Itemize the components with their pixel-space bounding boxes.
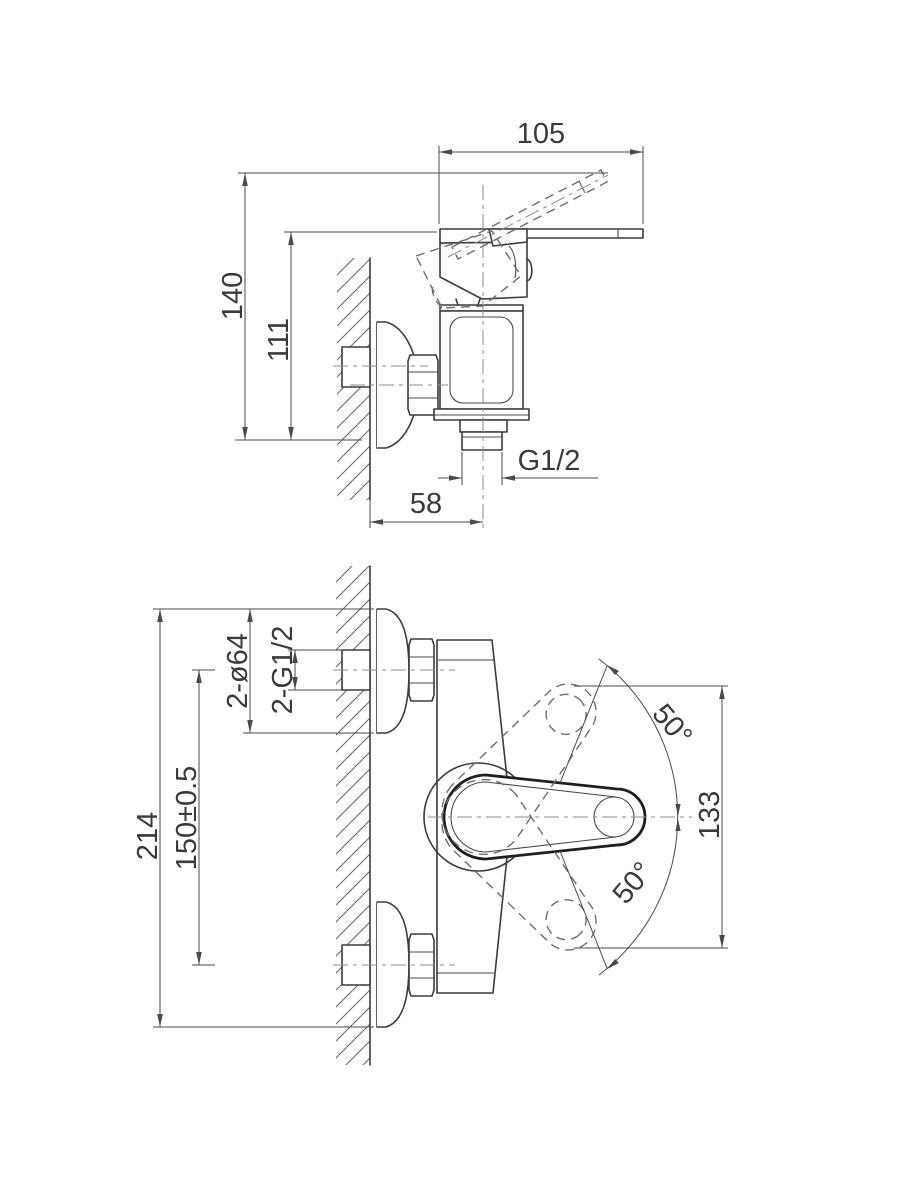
handle-base-cap (489, 229, 527, 246)
side-view (217, 118, 643, 532)
dim-label-105: 105 (516, 118, 566, 150)
dimension-58 (370, 488, 483, 522)
wall-hatch-plan (336, 566, 370, 1065)
arc-arrow-top (607, 665, 619, 675)
plan-view (132, 566, 728, 1065)
outlet-thread (462, 432, 502, 450)
handle-closed (440, 229, 643, 299)
dimension-105 (439, 118, 643, 224)
angle-label-upper: 50° (645, 698, 699, 753)
dim-label-133: 133 (694, 790, 726, 840)
dim-label-58: 58 (409, 488, 443, 520)
valve-body (434, 299, 529, 420)
dim-label-150: 150±0.5 (171, 765, 203, 871)
arc-arrow-bottom (607, 959, 619, 969)
dim-label-2xg12: 2-G1/2 (267, 625, 299, 715)
arc-arrow-mid-lower (675, 819, 680, 831)
wall-section (337, 258, 370, 528)
dim-label-140: 140 (217, 271, 249, 321)
wall-section-plan (336, 566, 370, 1065)
arc-arrow-mid-upper (675, 804, 680, 816)
handle-lever (440, 229, 643, 243)
dim-label-111: 111 (263, 317, 295, 363)
dim-label-2x64: 2-ø64 (222, 633, 254, 709)
dim-label-214: 214 (132, 811, 164, 861)
dimension-g12 (438, 445, 598, 485)
escutcheon-upper (377, 609, 409, 733)
wall-pipe-socket (342, 347, 370, 387)
dimension-2xg12 (267, 626, 342, 715)
dimension-150 (171, 670, 215, 965)
dim-label-g12: G1/2 (517, 445, 581, 477)
angle-label-lower: 50° (606, 856, 660, 911)
